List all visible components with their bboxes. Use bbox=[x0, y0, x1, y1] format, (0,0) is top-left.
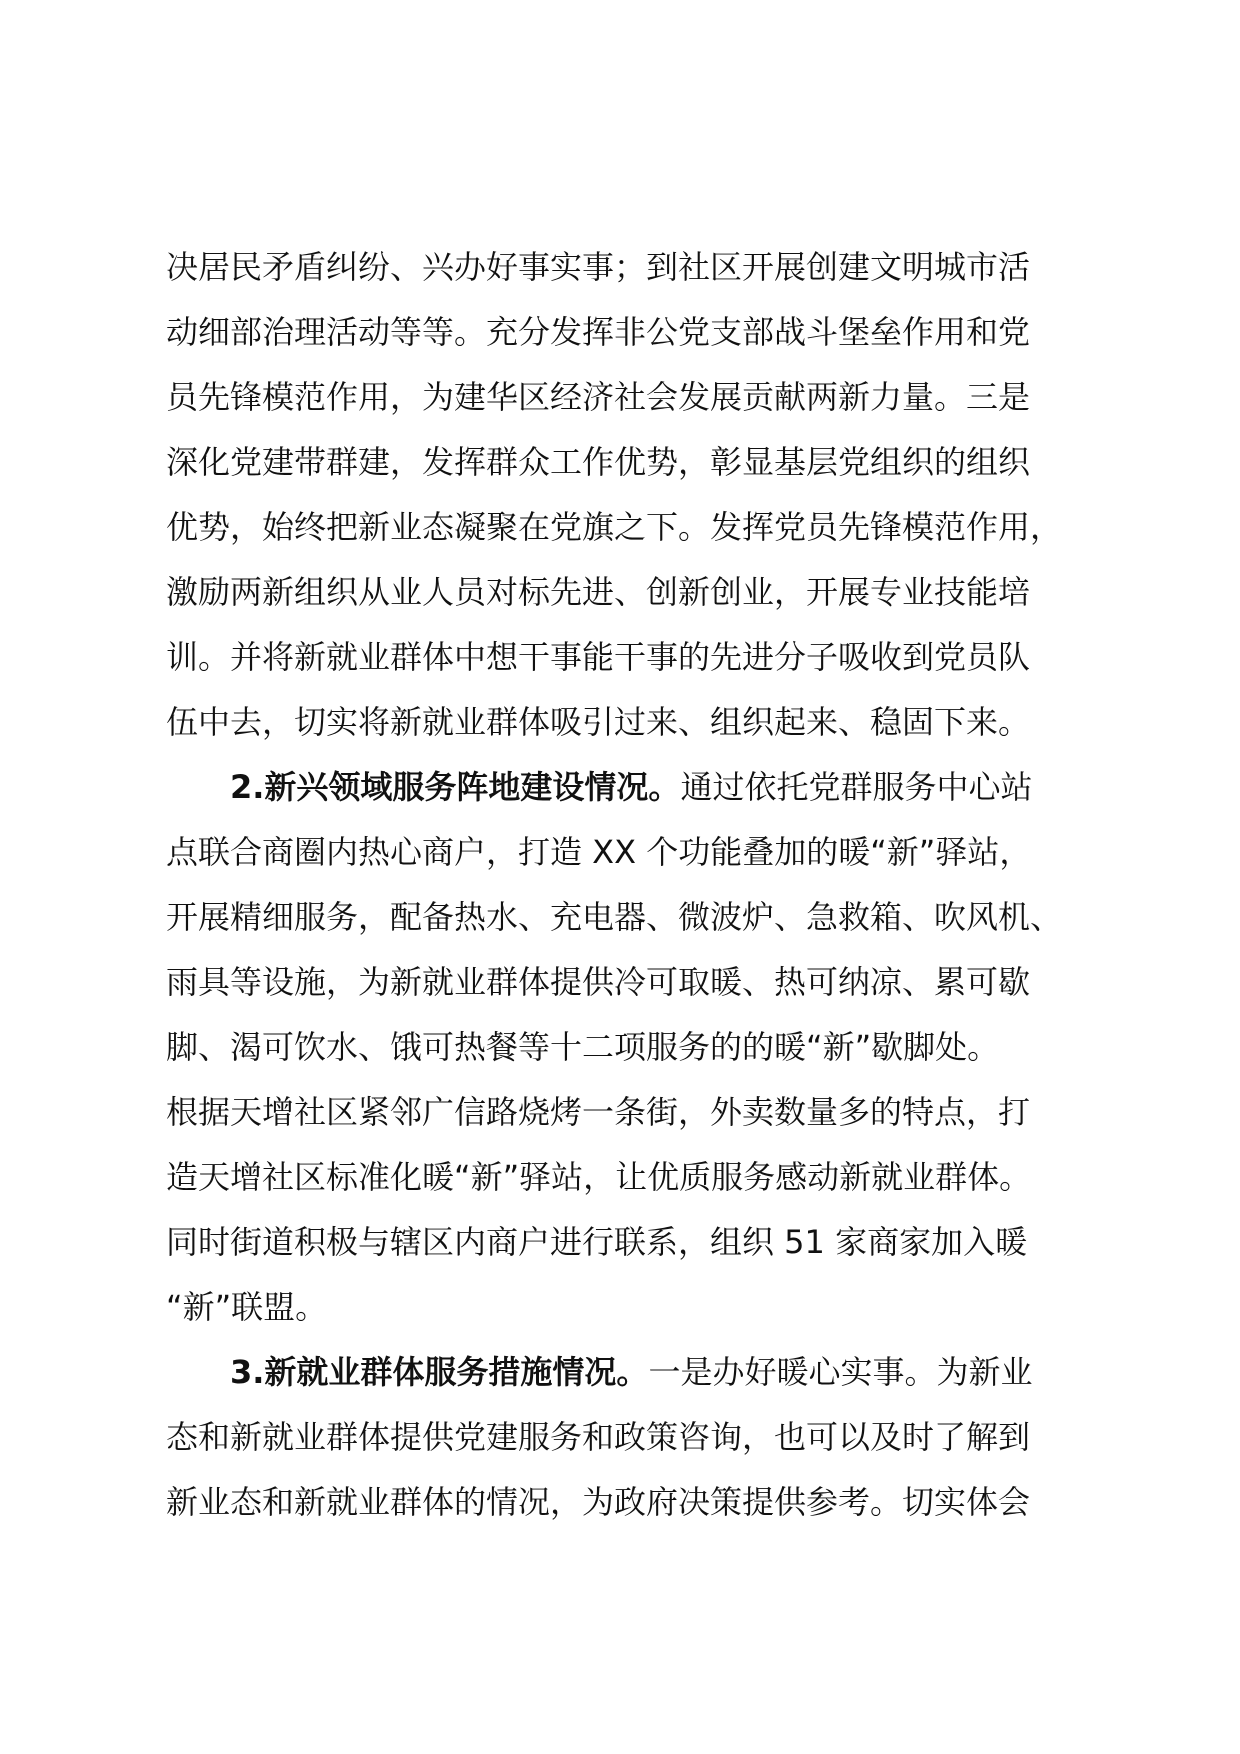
text-line: 点联合商圈内热心商户，打造 XX 个功能叠加的暖“新”驿站， bbox=[166, 833, 1032, 871]
section-2-first-line bbox=[166, 755, 1096, 820]
text-line: 决居民矛盾纠纷、兴办好事实事；到社区开展创建文明城市活 bbox=[166, 248, 1031, 286]
section-3-first-line bbox=[166, 1340, 1096, 1405]
text-line: 深化党建带群建，发挥群众工作优势，彰显基层党组织的组织 bbox=[166, 443, 1031, 481]
text-line: 造天增社区标准化暖“新”驿站，让优质服务感动新就业群体。 bbox=[166, 1158, 1032, 1196]
section-2-paragraph bbox=[166, 755, 1096, 1340]
text-line: 员先锋模范作用，为建华区经济社会发展贡献两新力量。三是 bbox=[166, 378, 1031, 416]
section-3-heading: 3.新就业群体服务措施情况。 bbox=[230, 1353, 649, 1391]
text-line: 伍中去，切实将新就业群体吸引过来、组织起来、稳固下来。 bbox=[166, 703, 1031, 741]
paragraph-continued bbox=[166, 235, 1096, 755]
text-line: 优势，始终把新业态凝聚在党旗之下。发挥党员先锋模范作用， bbox=[166, 508, 1063, 546]
text-line: “新”联盟。 bbox=[166, 1288, 328, 1326]
text-line: 激励两新组织从业人员对标先进、创新创业，开展专业技能培 bbox=[166, 573, 1031, 611]
text-line: 雨具等设施，为新就业群体提供冷可取暖、热可纳凉、累可歇 bbox=[166, 963, 1031, 1001]
section-2-first-line-text: 通过依托党群服务中心站 bbox=[680, 768, 1033, 806]
text-line: 根据天增社区紧邻广信路烧烤一条街，外卖数量多的特点，打 bbox=[166, 1093, 1031, 1131]
text-line: 动细部治理活动等等。充分发挥非公党支部战斗堡垒作用和党 bbox=[166, 313, 1031, 351]
section-3-first-line-text: 一是办好暖心实事。为新业 bbox=[648, 1353, 1033, 1391]
text-line: 新业态和新就业群体的情况，为政府决策提供参考。切实体会 bbox=[166, 1483, 1031, 1521]
text-line: 同时街道积极与辖区内商户进行联系，组织 51 家商家加入暖 bbox=[166, 1223, 1028, 1261]
text-line: 态和新就业群体提供党建服务和政策咨询，也可以及时了解到 bbox=[166, 1418, 1031, 1456]
section-2-heading: 2.新兴领域服务阵地建设情况。 bbox=[230, 768, 681, 806]
text-line: 开展精细服务，配备热水、充电器、微波炉、急救箱、吹风机、 bbox=[166, 898, 1063, 936]
text-line: 脚、渴可饮水、饿可热餐等十二项服务的的暖“新”歇脚处。 bbox=[166, 1028, 1000, 1066]
document-body bbox=[166, 235, 1096, 1535]
text-line: 训。并将新就业群体中想干事能干事的先进分子吸收到党员队 bbox=[166, 638, 1031, 676]
section-3-paragraph bbox=[166, 1340, 1096, 1535]
